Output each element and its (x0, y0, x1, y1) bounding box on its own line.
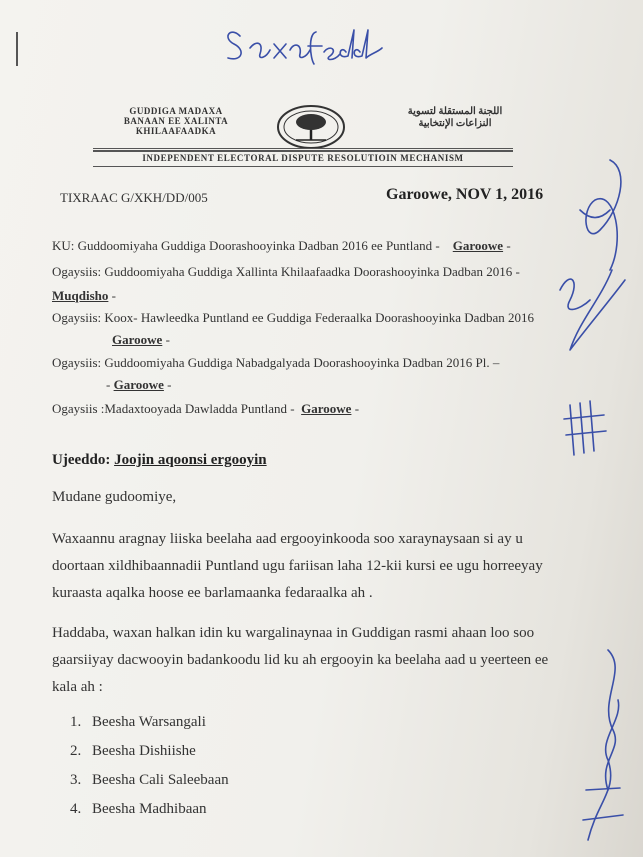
initials-right-margin (560, 395, 610, 465)
signature-right-margin-top (540, 150, 640, 370)
recipient-to-location: Garoowe (452, 238, 504, 253)
reference-number: TIXRAAC G/XKH/DD/005 (60, 190, 208, 205)
header-somali-line: BANAAN EE XALINTA (123, 116, 229, 126)
recipient-to-text: KU: Guddoomiyaha Guddiga Doorashooyinka Dadban 2016 ee Puntland - (52, 238, 440, 253)
recipient-cc4: Ogaysiis :Madaxtooyada Dawladda Puntland - Garoowe - (52, 401, 360, 416)
header-english-title: INDEPENDENT ELECTORAL DISPUTE RESOLUTIOIN MECHANISM (142, 153, 464, 163)
header-arabic-line: اللجنة المستقلة لتسوية (407, 106, 503, 117)
paragraph-1: Waxaannu aragnay liiska beelaha aad ergooyinkooda soo xaraynaysaan si ay u doortaan xildhibaannadii Puntland ugu fariisan laha 12-kii kursi ee ugu horreeyay kuraasta aqalka hoose ee barlamaanka fedaraalka ah . (52, 531, 543, 601)
subject-text: Joojin aqoonsi ergooyin (114, 452, 267, 468)
recipient-cc3-text: Ogaysiis: Guddoomiyaha Guddiga Nabadgalyada Doorashooyinka Dadban 2016 Pl. – (52, 355, 500, 370)
recipient-to: KU: Guddoomiyaha Guddiga Doorashooyinka Dadban 2016 ee Puntland - Garoowe - (52, 238, 511, 253)
header-rule-top (93, 148, 513, 149)
recipient-cc3-location: Garoowe (113, 377, 164, 392)
recipient-cc2-location: Garoowe (112, 332, 163, 347)
recipient-cc1-location: Muqdisho (52, 288, 109, 303)
header-somali-line: KHILAAFAADKA (135, 126, 217, 136)
list-item: 2. Beesha Dishiishe (70, 743, 196, 759)
date-line: Garoowe, NOV 1, 2016 (386, 186, 544, 203)
recipient-cc1 (52, 264, 520, 280)
paragraph-2: Haddaba, waxan halkan idin ku wargalinaynaa in Guddigan rasmi ahaan loo soo gaarsiiyay dacwooyin badankoodu lid ku ah ergooyin ka beelaha aad u yeerteen ee kala ah : (52, 625, 549, 695)
header-arabic-line: النزاعات الإنتخابية (418, 118, 492, 129)
recipient-cc2-location-line: Garoowe - (112, 332, 170, 347)
subject-label: Ujeeddo: (52, 452, 111, 468)
recipient-cc1-location-line: Muqdisho - (52, 288, 116, 303)
recipient-cc4-location: Garoowe (301, 401, 352, 416)
subject-line (52, 452, 267, 469)
margin-mark (16, 32, 18, 66)
header-somali-name (96, 106, 256, 136)
recipient-cc3 (52, 355, 499, 371)
header-somali-line: GUDDIGA MADAXA (129, 106, 223, 116)
header-rule-bottom (93, 166, 513, 167)
recipient-cc4-text: Ogaysiis :Madaxtooyada Dawladda Puntland - (52, 401, 295, 416)
salutation: Mudane gudoomiye, (52, 489, 177, 505)
clan-list (70, 714, 229, 830)
recipient-cc2-text: Ogaysiis: Koox- Hawleedka Puntland ee Guddiga Federaalka Doorashooyinka Dadban 2016 (52, 310, 534, 325)
recipient-cc3-location-line: - Garoowe - (106, 377, 172, 392)
header-rule-thick (93, 150, 513, 152)
organization-seal-logo (276, 104, 346, 150)
list-item: 4. Beesha Madhibaan (70, 801, 207, 817)
header-arabic-name (400, 106, 510, 130)
list-item: 1. Beesha Warsangali (70, 714, 206, 730)
handwritten-annotation-top (220, 14, 390, 74)
recipient-cc2 (52, 310, 534, 326)
list-item: 3. Beesha Cali Saleebaan (70, 772, 229, 788)
signature-right-margin-bottom (568, 640, 638, 850)
recipient-cc1-text: Ogaysiis: Guddoomiyaha Guddiga Xallinta Khilaafaadka Doorashooyinka Dadban 2016 - (52, 264, 520, 279)
